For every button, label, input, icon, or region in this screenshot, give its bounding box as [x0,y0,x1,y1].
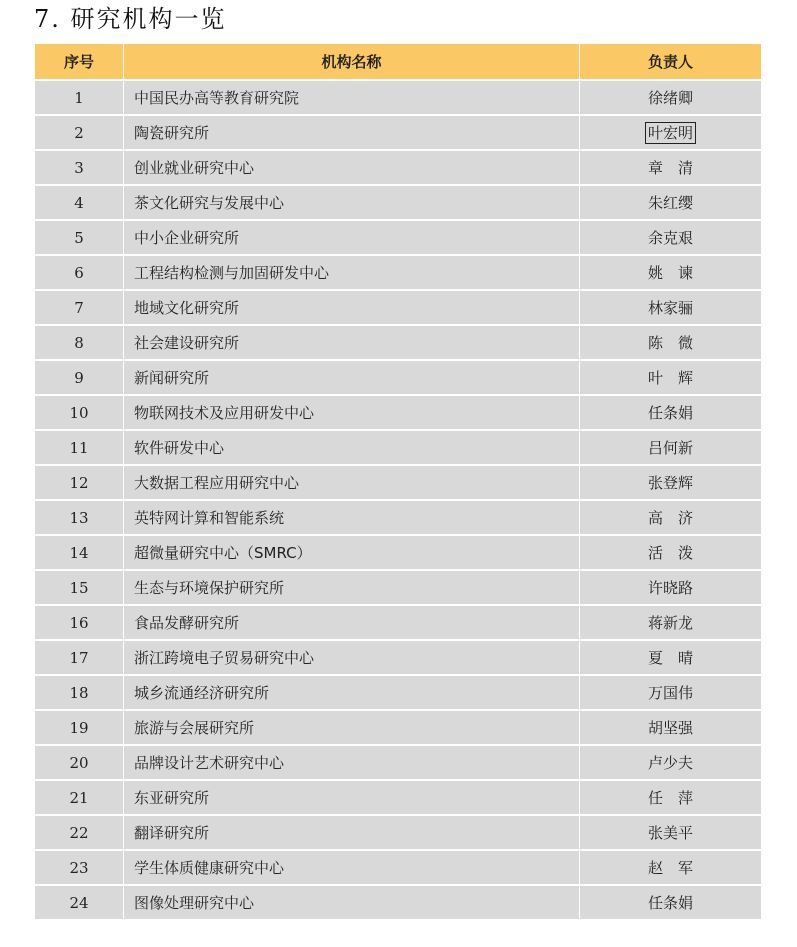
row-number: 11 [35,430,124,465]
table-row [35,360,762,395]
table-row [35,815,762,850]
person-in-charge: 夏 晴 [580,640,762,675]
table-row [35,885,762,920]
institution-name: 城乡流通经济研究所 [124,675,580,710]
table-row [35,605,762,640]
table-row [35,745,762,780]
institution-name: 中小企业研究所 [124,220,580,255]
row-number: 2 [35,115,124,150]
row-number: 5 [35,220,124,255]
row-number: 1 [35,80,124,115]
institution-name: 创业就业研究中心 [124,150,580,185]
table-row [35,290,762,325]
row-number: 7 [35,290,124,325]
person-in-charge [580,115,762,150]
row-number: 18 [35,675,124,710]
institution-name: 食品发酵研究所 [124,605,580,640]
person-in-charge: 章 清 [580,150,762,185]
row-number: 23 [35,850,124,885]
person-in-charge: 高 济 [580,500,762,535]
institution-name: 工程结构检测与加固研发中心 [124,255,580,290]
person-in-charge: 叶 辉 [580,360,762,395]
table-row [35,640,762,675]
institution-name: 陶瓷研究所 [124,115,580,150]
person-in-charge: 朱红缨 [580,185,762,220]
person-in-charge: 姚 谏 [580,255,762,290]
institution-name: 生态与环境保护研究所 [124,570,580,605]
institution-name: 社会建设研究所 [124,325,580,360]
column-header-name: 机构名称 [124,44,580,80]
table-row [35,255,762,290]
institution-name: 大数据工程应用研究中心 [124,465,580,500]
row-number: 12 [35,465,124,500]
table-row [35,115,762,150]
institution-name: 翻译研究所 [124,815,580,850]
institution-name: 品牌设计艺术研究中心 [124,745,580,780]
table-row [35,535,762,570]
person-in-charge: 胡坚强 [580,710,762,745]
table-header-row [35,44,762,80]
institution-name: 地域文化研究所 [124,290,580,325]
person-in-charge: 张美平 [580,815,762,850]
table-row [35,325,762,360]
row-number: 3 [35,150,124,185]
row-number: 14 [35,535,124,570]
row-number: 6 [35,255,124,290]
table-row [35,430,762,465]
row-number: 13 [35,500,124,535]
table-row [35,780,762,815]
row-number: 4 [35,185,124,220]
row-number: 10 [35,395,124,430]
institution-name: 浙江跨境电子贸易研究中心 [124,640,580,675]
person-in-charge: 任条娟 [580,395,762,430]
row-number: 15 [35,570,124,605]
row-number: 19 [35,710,124,745]
row-number: 8 [35,325,124,360]
institution-name: 英特网计算和智能系统 [124,500,580,535]
institution-name: 新闻研究所 [124,360,580,395]
institution-name: 东亚研究所 [124,780,580,815]
page-title: 7. 研究机构一览 [34,5,227,33]
table-row [35,185,762,220]
table-row [35,395,762,430]
person-in-charge: 任 萍 [580,780,762,815]
row-number: 17 [35,640,124,675]
person-in-charge: 赵 军 [580,850,762,885]
person-in-charge: 万国伟 [580,675,762,710]
person-in-charge: 吕何新 [580,430,762,465]
person-in-charge: 蒋新龙 [580,605,762,640]
institution-name: 超微量研究中心（SMRC） [124,535,580,570]
column-header-person: 负责人 [580,44,762,80]
institution-name: 图像处理研究中心 [124,885,580,920]
row-number: 24 [35,885,124,920]
row-number: 21 [35,780,124,815]
person-in-charge: 林家骊 [580,290,762,325]
table-row [35,710,762,745]
person-in-charge: 卢少夫 [580,745,762,780]
person-in-charge: 张登辉 [580,465,762,500]
table-row [35,80,762,115]
column-header-number: 序号 [35,44,124,80]
person-in-charge: 任条娟 [580,885,762,920]
institution-name: 物联网技术及应用研发中心 [124,395,580,430]
table-row [35,500,762,535]
row-number: 16 [35,605,124,640]
institutions-table [34,44,762,920]
person-in-charge: 徐绪卿 [580,80,762,115]
row-number: 20 [35,745,124,780]
person-in-charge: 余克艰 [580,220,762,255]
person-in-charge: 陈 微 [580,325,762,360]
row-number: 22 [35,815,124,850]
person-in-charge: 许晓路 [580,570,762,605]
table-row [35,570,762,605]
table-row [35,850,762,885]
institution-name: 旅游与会展研究所 [124,710,580,745]
institution-name: 中国民办高等教育研究院 [124,80,580,115]
person-in-charge: 活 泼 [580,535,762,570]
institution-name: 茶文化研究与发展中心 [124,185,580,220]
table-row [35,465,762,500]
institution-name: 学生体质健康研究中心 [124,850,580,885]
institution-name: 软件研发中心 [124,430,580,465]
selected-text-box[interactable]: 叶宏明 [647,124,693,142]
table-row [35,675,762,710]
row-number: 9 [35,360,124,395]
table-row [35,150,762,185]
table-row [35,220,762,255]
